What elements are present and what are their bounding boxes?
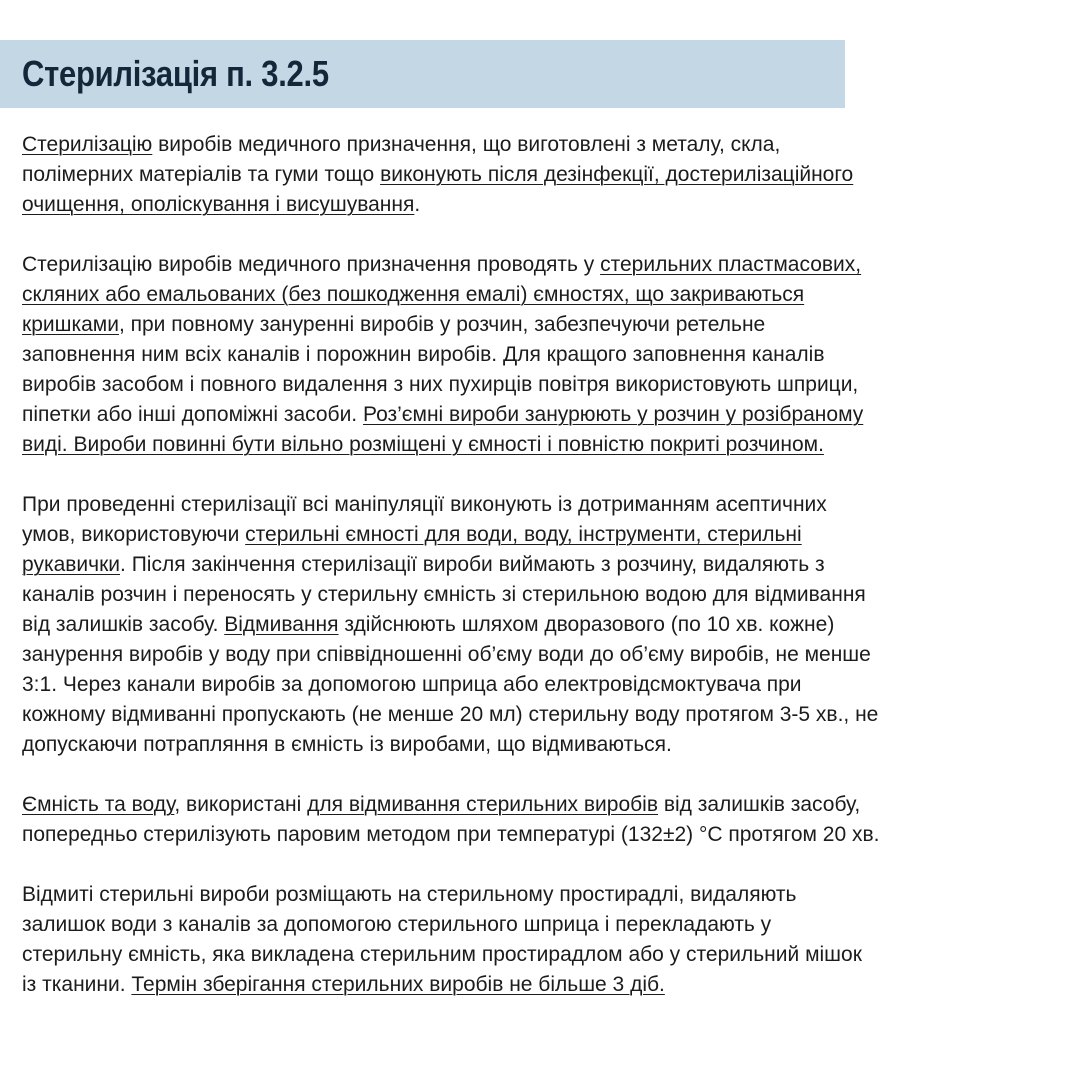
text-segment: залишок води з каналів за допомогою стерильного шприца і перекладають у — [22, 913, 772, 936]
text-line — [22, 430, 1067, 460]
text-segment: виробів медичного призначення, що виготовлені з металу, скла, — [152, 133, 781, 156]
text-segment: попередньо стерилізують паровим методом при температурі (132±2) °С протягом 20 хв. — [22, 823, 880, 846]
underlined-text: Термін зберігання стерильних виробів не більше 3 діб. — [131, 973, 665, 996]
underlined-text: Роз’ємні вироби занурюють у розчин у розібраному — [362, 403, 864, 426]
document-body — [22, 130, 1067, 1030]
text-line — [22, 730, 1067, 760]
text-line — [22, 370, 1067, 400]
underlined-text: скляних або емальованих (без пошкодження емалі) ємностях, що закриваються — [22, 283, 805, 306]
paragraph — [22, 250, 1067, 460]
text-line — [22, 820, 1067, 850]
text-segment: здійснюють шляхом дворазового (по 10 хв. кожне) — [338, 613, 835, 636]
text-segment: каналів розчин і переносять у стерильну ємність зі стерильною водою для відмивання — [22, 583, 866, 606]
text-segment: допускаючи потрапляння в ємність із виробами, що відмиваються. — [22, 733, 672, 756]
text-line — [22, 970, 1067, 1000]
underlined-text: виді. Вироби повинні бути вільно розміщені у ємності і повністю покриті розчином. — [22, 433, 824, 456]
text-segment: . Після закінчення стерилізації вироби виймають з розчину, видаляють з — [120, 553, 825, 576]
underlined-text: Стерилізацію — [22, 133, 153, 156]
underlined-text: кришками — [22, 313, 119, 336]
paragraph — [22, 490, 1067, 760]
underlined-text: очищення, ополіскування і висушування — [22, 193, 415, 216]
text-line — [22, 490, 1067, 520]
text-line — [22, 250, 1067, 280]
text-segment: , при повному зануренні виробів у розчин, забезпечуючи ретельне — [118, 313, 766, 336]
underlined-text: рукавички — [22, 553, 121, 576]
text-segment: стерильну ємність, яка викладена стерильним простирадлом або у стерильний мішок — [22, 943, 862, 966]
underlined-text: Ємність та воду — [22, 793, 175, 816]
text-segment: 3:1. Через канали виробів за допомогою шприца або електровідсмоктувача при — [22, 673, 802, 696]
text-line — [22, 310, 1067, 340]
text-segment: від залишків засобу. — [22, 613, 225, 636]
text-line — [22, 910, 1067, 940]
text-segment: Відмиті стерильні вироби розміщають на стерильному простирадлі, видаляють — [22, 883, 797, 906]
text-segment: піпетки або інші допоміжні засоби. — [22, 403, 363, 426]
underlined-text: стерильні ємності для води, воду, інструменти, стерильні — [245, 523, 802, 546]
text-line — [22, 160, 1067, 190]
text-segment: умов, використовуючи — [22, 523, 246, 546]
paragraph — [22, 880, 1067, 1000]
text-segment: полімерних матеріалів та гуми тощо — [22, 163, 381, 186]
underlined-text: для відмивання стерильних виробів — [307, 793, 658, 816]
title-banner — [0, 40, 845, 108]
text-line — [22, 880, 1067, 910]
text-line — [22, 130, 1067, 160]
text-segment: Стерилізацію виробів медичного призначення проводять у — [22, 253, 601, 276]
text-line — [22, 790, 1067, 820]
text-line — [22, 550, 1067, 580]
text-line — [22, 340, 1067, 370]
paragraph — [22, 130, 1067, 220]
underlined-text: виконують після дезінфекції, достерилізаційного — [380, 163, 854, 186]
text-segment: кожному відмиванні пропускають (не менше 20 мл) стерильну воду протягом 3-5 хв., не — [22, 703, 879, 726]
text-segment: занурення виробів у воду при співвідношенні об’єму води до об’єму виробів, не менше — [22, 643, 871, 666]
text-segment: При проведенні стерилізації всі маніпуляції виконують із дотриманням асептичних — [22, 493, 827, 516]
text-segment: від залишків засобу, — [658, 793, 861, 816]
paragraph — [22, 790, 1067, 850]
page-title: Стерилізація п. 3.2.5 — [22, 53, 329, 94]
text-line — [22, 700, 1067, 730]
text-line — [22, 280, 1067, 310]
underlined-text: Відмивання — [224, 613, 339, 636]
text-line — [22, 520, 1067, 550]
text-line — [22, 610, 1067, 640]
text-segment: із тканини. — [22, 973, 132, 996]
text-segment: . — [414, 193, 421, 216]
text-line — [22, 400, 1067, 430]
text-line — [22, 190, 1067, 220]
underlined-text: стерильних пластмасових, — [600, 253, 862, 276]
text-line — [22, 640, 1067, 670]
text-line — [22, 940, 1067, 970]
text-segment: виробів засобом і повного видалення з них пухирців повітря використовують шприци, — [22, 373, 859, 396]
text-segment: , використані — [174, 793, 308, 816]
text-line — [22, 580, 1067, 610]
text-segment: заповнення ним всіх каналів і порожнин виробів. Для кращого заповнення каналів — [22, 343, 825, 366]
text-line — [22, 670, 1067, 700]
